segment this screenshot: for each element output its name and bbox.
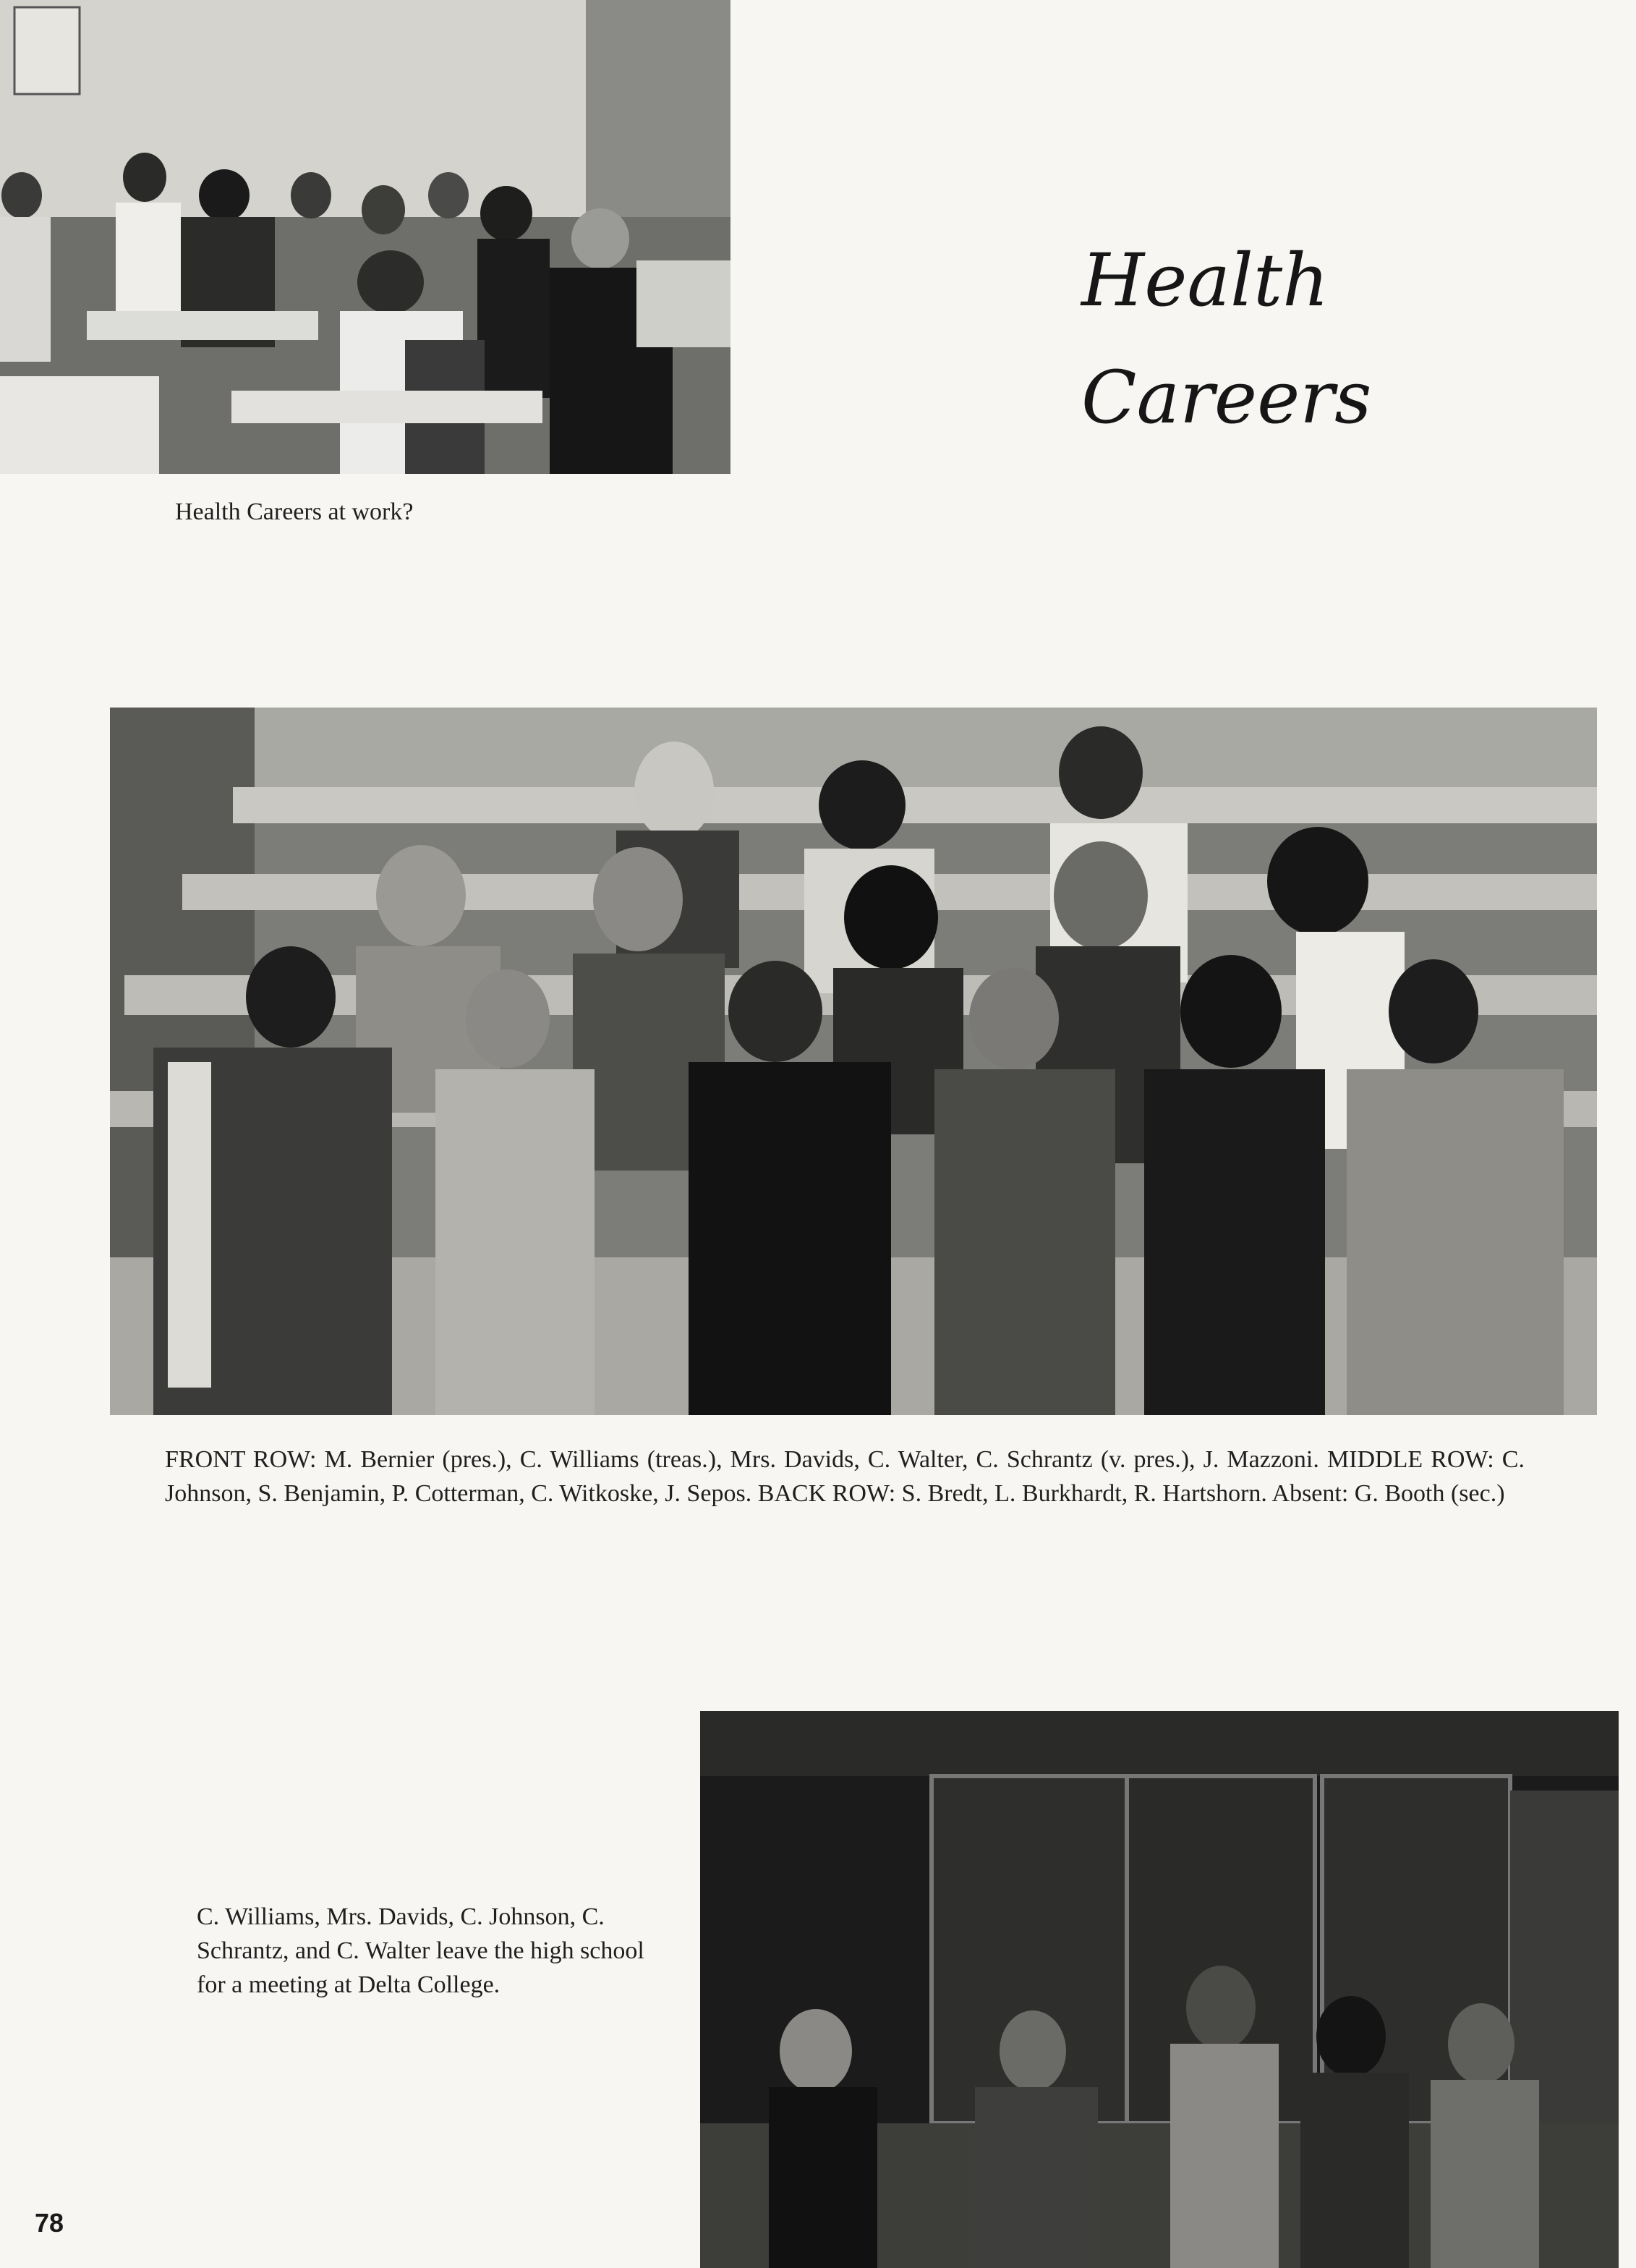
classroom-photo — [0, 0, 730, 474]
page-title-line-2: Careers — [1081, 355, 1372, 440]
exit-caption: C. Williams, Mrs. Davids, C. Johnson, C. Schrantz, and C. Walter leave the high school for a meeting at Delta College. — [197, 1903, 644, 1998]
group-caption: FRONT ROW: M. Bernier (pres.), C. Williams (treas.), Mrs. Davids, C. Walter, C. Schrantz (v. pres.), J. Mazzoni. MIDDLE ROW: C. Johnson, S. Benjamin, P. Cotterman, C. Witkoske, J. Sepos. BACK ROW: S. Bredt, L. Burkhardt, R. Hartshorn. Absent: G. Booth (sec.) — [165, 1446, 1525, 1507]
classroom-caption: Health Careers at work? — [175, 498, 414, 525]
exit-photo — [700, 1711, 1619, 2268]
group-photo — [110, 708, 1597, 1415]
page-title-line-1: Health — [1081, 238, 1329, 323]
page-number: 78 — [35, 2208, 64, 2238]
